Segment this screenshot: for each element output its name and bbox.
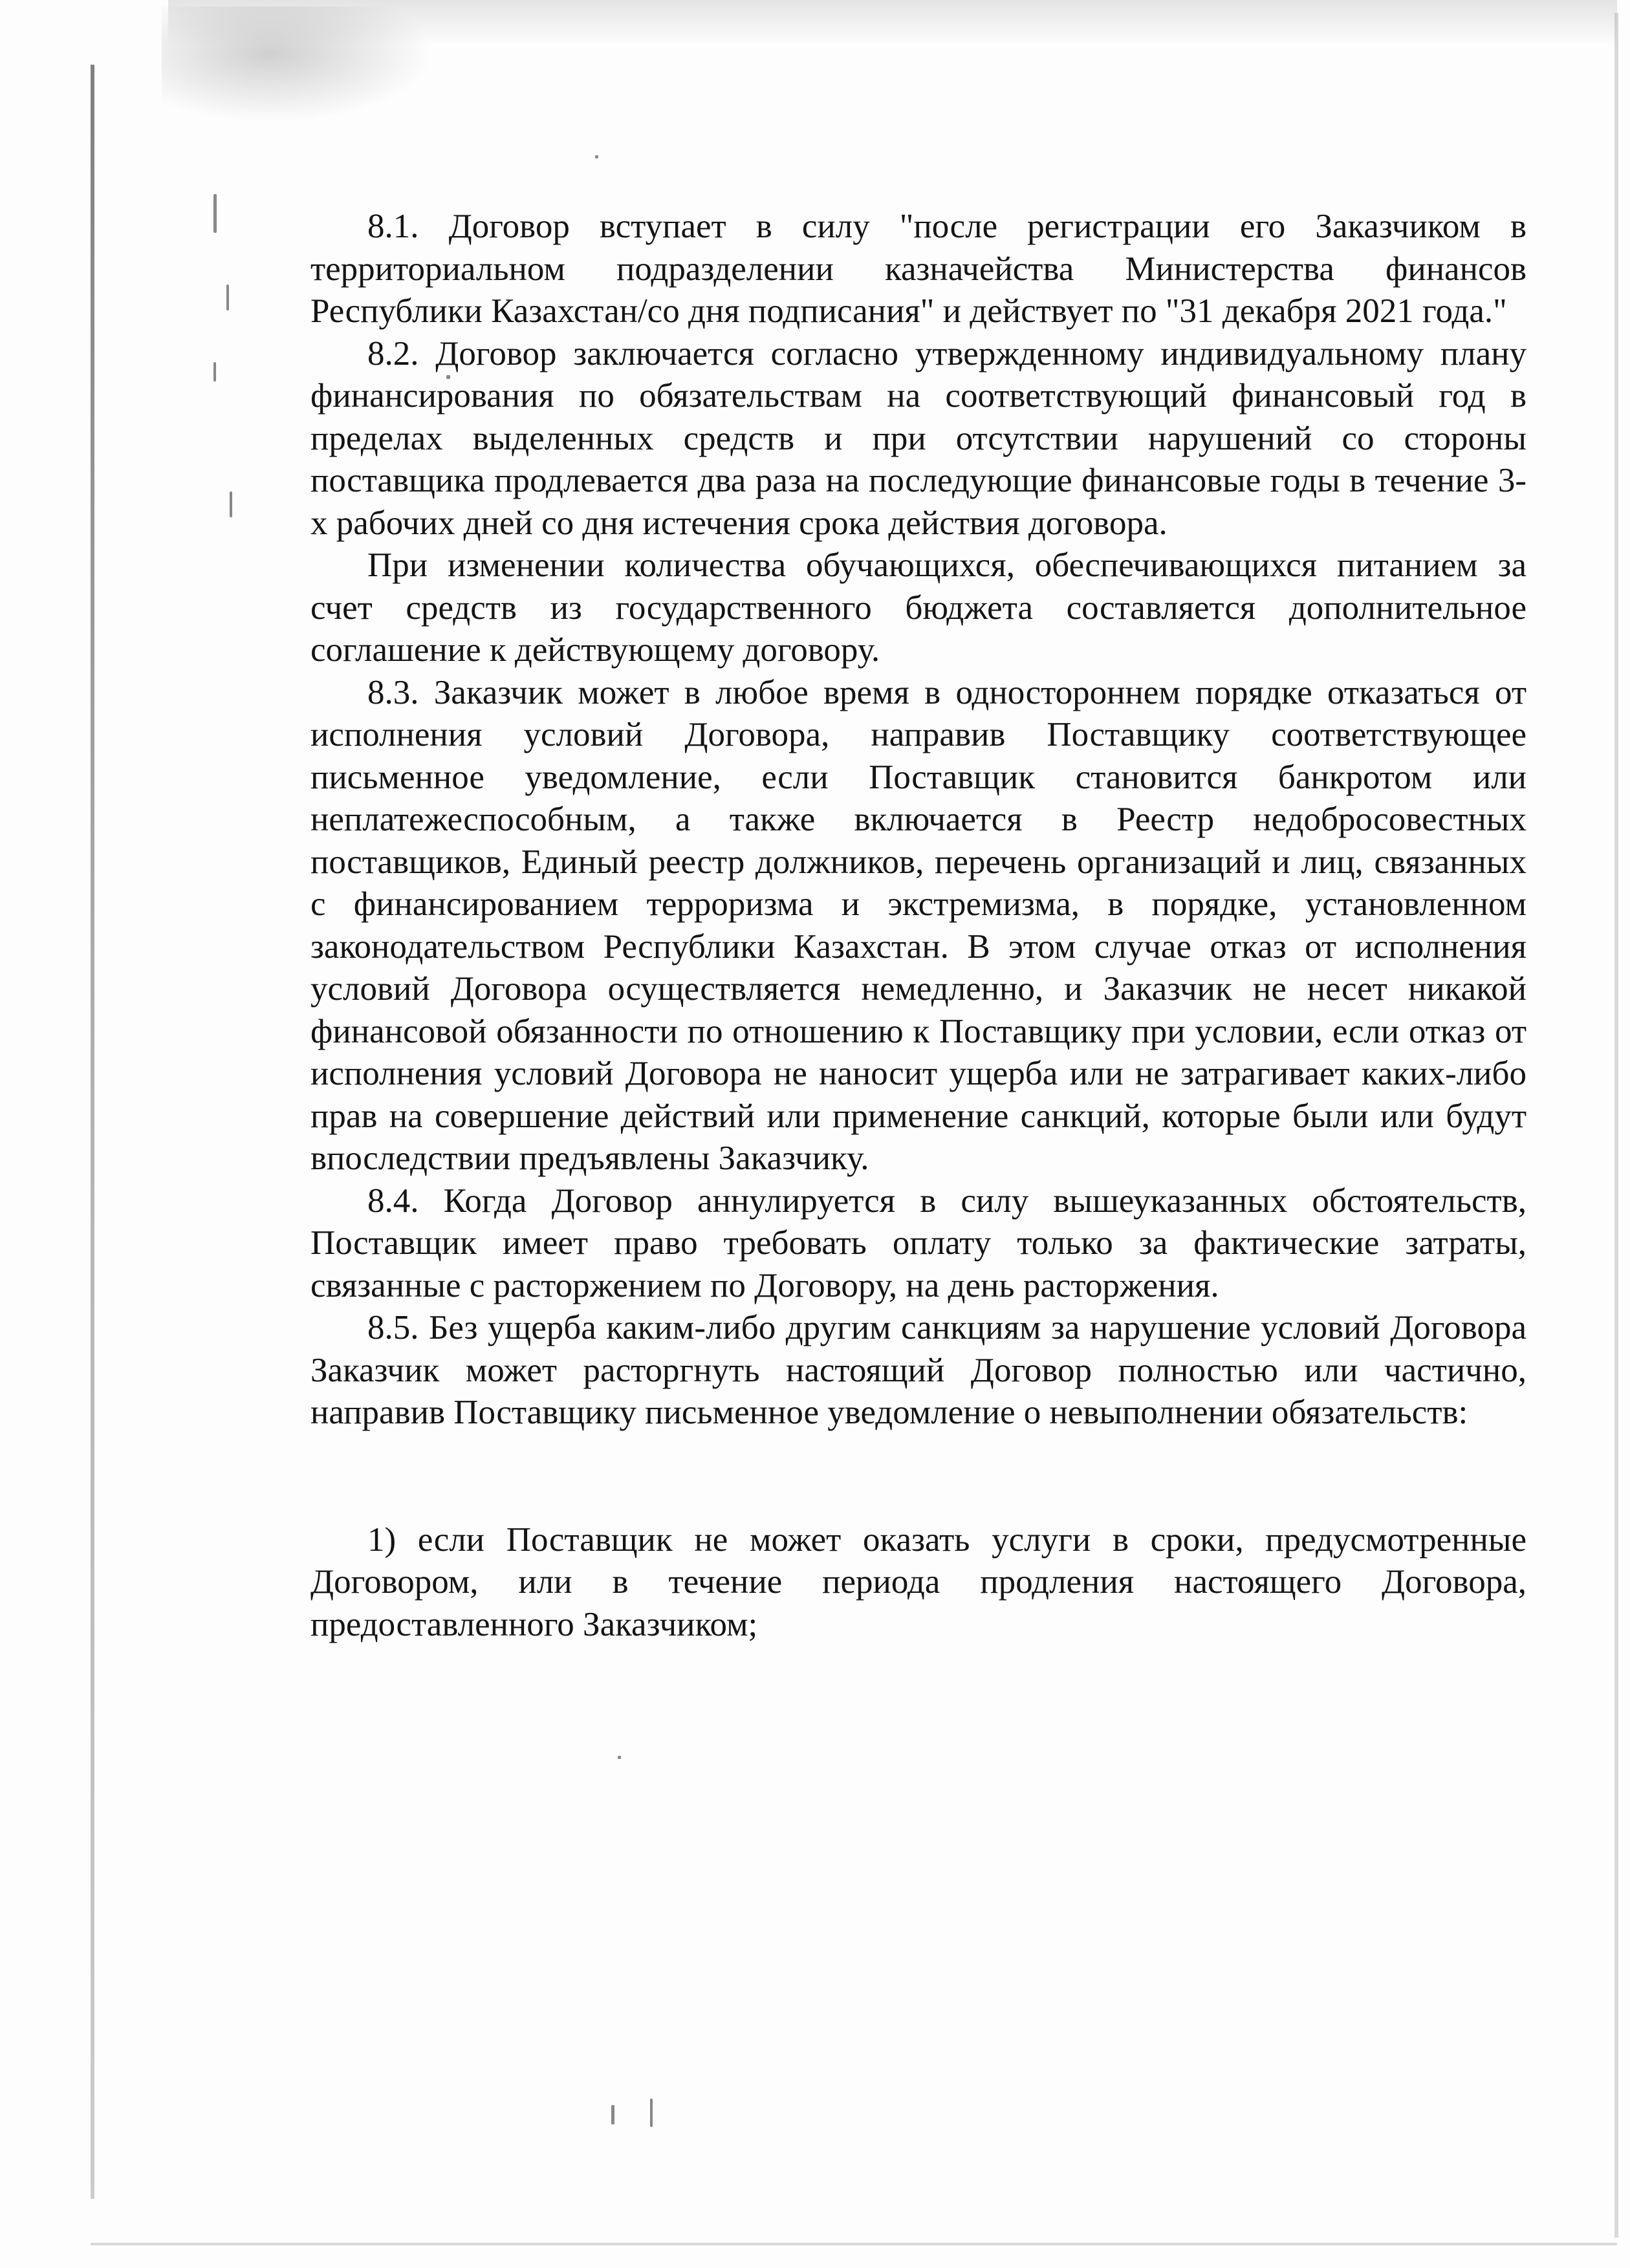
scan-speck — [650, 2099, 653, 2127]
scan-left-edge-line — [91, 65, 94, 2199]
scan-speck — [618, 1756, 621, 1759]
document-body — [310, 206, 1527, 1646]
scan-bottom-edge-line — [91, 2243, 1617, 2245]
scan-speck — [213, 362, 216, 382]
clause-8-5-item-1: 1) если Поставщик не может оказать услуги в сроки, предусмотренные Договором, или в течение периода продления настоящего Договора, предоставленного Заказчиком; — [310, 1520, 1527, 1643]
clause-8-3: 8.3. Заказчик может в любое время в одностороннем порядке отказаться от исполнения условий Договора, направив Поставщику соответствующее письменное уведомление, если Поставщик становится банкротом или неплатежеспособным, а также включается в Реестр недобросовестных поставщиков, Единый реестр должников, перечень организаций и лиц, связанных с финансированием терроризма и экстремизма, в порядке, установленном законодательством Республики Казахстан. В этом случае отказ от исполнения условий Договора осуществляется немедленно, и Заказчик не несет никакой финансовой обязанности по отношению к Поставщику при условии, если отказ от исполнения условий Договора не наносит ущерба или не затрагивает каких-либо прав на совершение действий или применение санкций, которые были или будут впоследствии предъявлены Заказчику. — [310, 673, 1527, 1177]
scan-right-edge-line — [1614, 13, 1618, 2238]
clause-8-2-addendum: При изменении количества обучающихся, обеспечивающихся питанием за счет средств из государственного бюджета составляется дополнительное соглашение к действующему договору. — [310, 546, 1527, 669]
scan-speck — [213, 194, 217, 233]
scan-speck — [611, 2105, 614, 2124]
clause-8-4: 8.4. Когда Договор аннулируется в силу вышеуказанных обстоятельств, Поставщик имеет право требовать оплату только за фактические затраты, связанные с расторжением по Договору, на день расторжения. — [310, 1182, 1527, 1304]
scan-speck — [226, 285, 229, 310]
scan-speck — [595, 155, 598, 158]
scan-speck — [230, 491, 232, 517]
scan-smudge — [162, 6, 433, 123]
clause-8-5: 8.5. Без ущерба каким-либо другим санкциям за нарушение условий Договора Заказчик может расторгнуть настоящий Договор полностью или частично, направив Поставщику письменное уведомление о невыполнении обязательств: — [310, 1309, 1527, 1431]
clause-8-1: 8.1. Договор вступает в силу "после регистрации его Заказчиком в территориальном подразделении казначейства Министерства финансов Республики Казахстан/со дня подписания" и действует по "31 декабря 2021 года." — [310, 208, 1527, 330]
clause-8-2: 8.2. Договор заключается согласно утвержденному индивидуальному плану финансирования по обязательствам на соответствующий финансовый год в пределах выделенных средств и при отсутствии нарушений со стороны поставщика продлевается два раза на последующие финансовые годы в течение 3-х рабочих дней со дня истечения срока действия договора. — [310, 334, 1527, 542]
